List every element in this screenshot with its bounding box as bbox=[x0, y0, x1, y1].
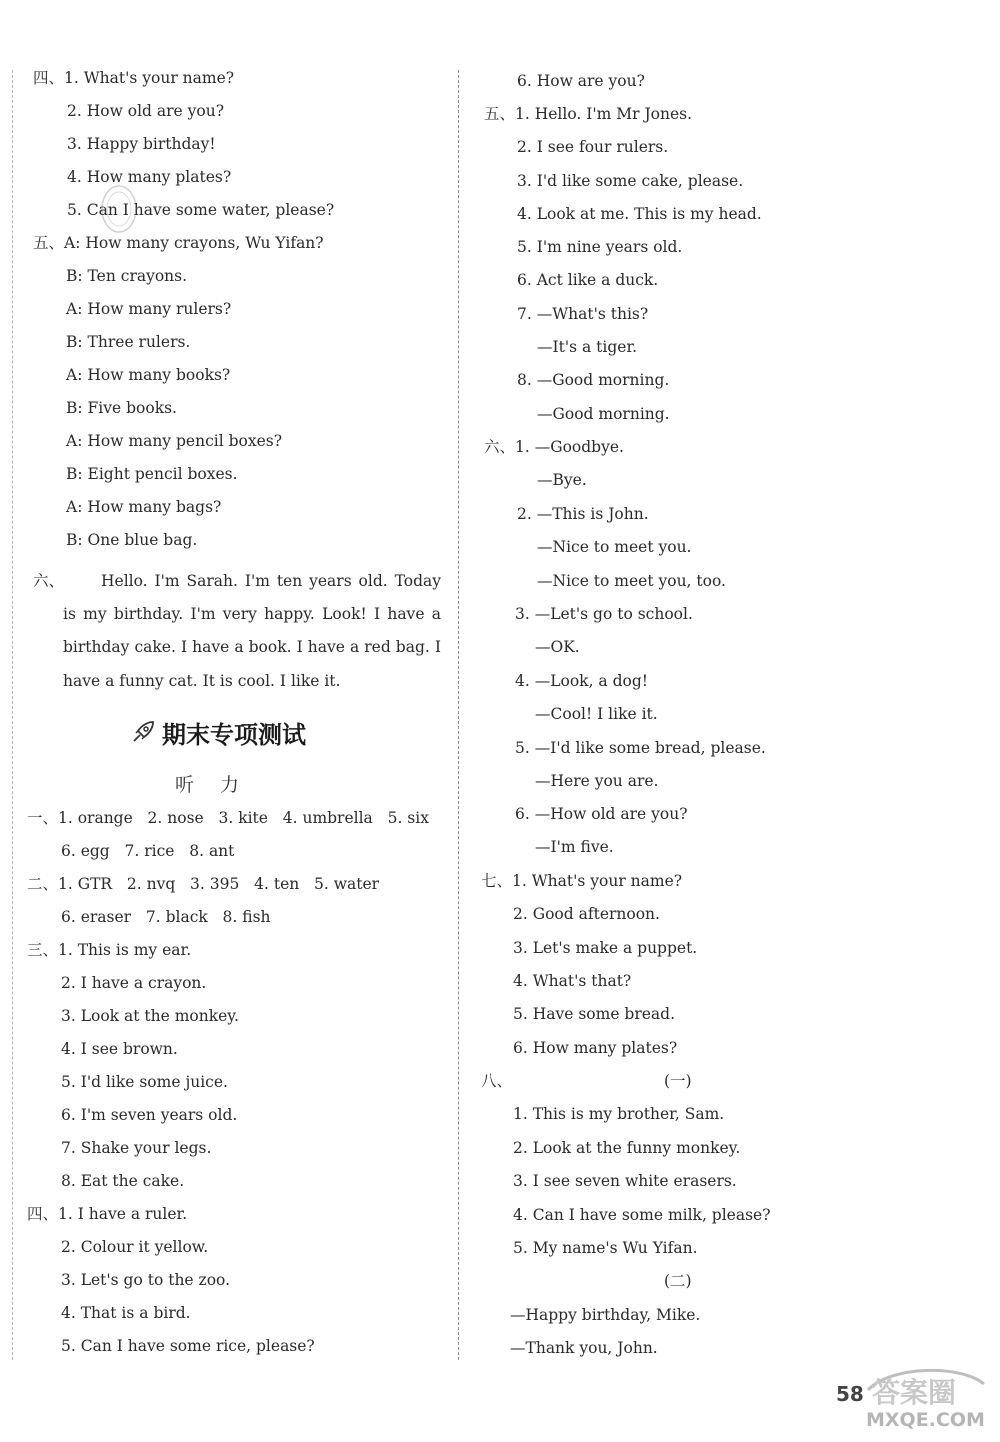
watermark-text: MXQE.COM bbox=[866, 1409, 985, 1431]
page-number: 58 bbox=[836, 1382, 864, 1406]
watermark-logo-text: 答案圈 bbox=[872, 1376, 957, 1409]
text-line: —Here you are. bbox=[535, 772, 659, 790]
text-line: 3. Look at the monkey. bbox=[61, 1007, 239, 1025]
text-line: 三、1. This is my ear. bbox=[27, 941, 192, 959]
passage-text: Hello. I'm Sarah. I'm ten years old. Today is my birthday. I'm very happy. Look! I have a birthday cake. I have a book. I have a red bag. I have a funny cat. It is cool. I like it. bbox=[63, 572, 441, 690]
text-line: B: Five books. bbox=[66, 399, 177, 417]
text-line: 4. Can I have some milk, please? bbox=[513, 1206, 771, 1224]
text-line: 五、A: How many crayons, Wu Yifan? bbox=[33, 234, 324, 252]
text-line: 1. This is my brother, Sam. bbox=[513, 1105, 725, 1123]
text-line: 7. Shake your legs. bbox=[61, 1139, 212, 1157]
left-margin-line bbox=[12, 70, 13, 1360]
text-line: 5. —I'd like some bread, please. bbox=[515, 739, 766, 757]
text-line: 4. What's that? bbox=[513, 972, 632, 990]
text-line: 3. I see seven white erasers. bbox=[513, 1172, 737, 1190]
text-line: —It's a tiger. bbox=[537, 338, 638, 356]
passage-paragraph bbox=[33, 565, 441, 698]
text-line: 6. egg 7. rice 8. ant bbox=[61, 842, 235, 860]
text-line: 5. Can I have some rice, please? bbox=[61, 1337, 315, 1355]
text-line: 6. —How old are you? bbox=[515, 805, 688, 823]
text-line: 6. Act like a duck. bbox=[517, 271, 659, 289]
column-divider bbox=[458, 70, 459, 1360]
section-number: 六、 bbox=[33, 572, 65, 590]
text-line: 3. I'd like some cake, please. bbox=[517, 172, 744, 190]
text-line: A: How many pencil boxes? bbox=[66, 432, 283, 450]
text-line: 5. I'd like some juice. bbox=[61, 1073, 228, 1091]
text-line: 4. I see brown. bbox=[61, 1040, 178, 1058]
text-line: 3. Let's make a puppet. bbox=[513, 939, 698, 957]
subsection-label: (二) bbox=[664, 1272, 692, 1290]
text-line: 7. —What's this? bbox=[517, 305, 649, 323]
text-line: 六、1. —Goodbye. bbox=[484, 438, 624, 456]
text-line: —OK. bbox=[535, 638, 580, 656]
subsection-title: 听力 bbox=[174, 774, 265, 796]
section-title bbox=[130, 714, 340, 750]
text-line: 2. Colour it yellow. bbox=[61, 1238, 209, 1256]
text-line: 2. How old are you? bbox=[67, 102, 225, 120]
text-line: 5. Have some bread. bbox=[513, 1005, 676, 1023]
text-line: 4. —Look, a dog! bbox=[515, 672, 648, 690]
text-line: 2. I see four rulers. bbox=[517, 138, 669, 156]
text-line: 四、1. I have a ruler. bbox=[27, 1205, 188, 1223]
text-line: 2. Good afternoon. bbox=[513, 905, 660, 923]
text-line: —Cool! I like it. bbox=[535, 705, 658, 723]
subsection-label: (一) bbox=[664, 1072, 692, 1090]
text-line: B: Eight pencil boxes. bbox=[66, 465, 238, 483]
text-line: 3. Happy birthday! bbox=[67, 135, 216, 153]
text-line: B: One blue bag. bbox=[66, 531, 198, 549]
text-line: A: How many bags? bbox=[66, 498, 222, 516]
rocket-icon bbox=[130, 719, 156, 745]
text-line: 2. Look at the funny monkey. bbox=[513, 1139, 741, 1157]
text-line: —Bye. bbox=[537, 471, 587, 489]
text-line: 6. eraser 7. black 8. fish bbox=[61, 908, 271, 926]
text-line: 8. Eat the cake. bbox=[61, 1172, 185, 1190]
text-line: —Happy birthday, Mike. bbox=[510, 1306, 701, 1324]
text-line: 2. I have a crayon. bbox=[61, 974, 207, 992]
text-line: 6. I'm seven years old. bbox=[61, 1106, 238, 1124]
text-line: 一、1. orange 2. nose 3. kite 4. umbrella 5. six bbox=[27, 809, 429, 827]
section-title-text: 期末专项测试 bbox=[162, 720, 306, 749]
text-line: 4. How many plates? bbox=[67, 168, 232, 186]
text-line: —Good morning. bbox=[537, 405, 670, 423]
text-line: 4. That is a bird. bbox=[61, 1304, 191, 1322]
text-line: A: How many rulers? bbox=[66, 300, 232, 318]
text-line: 6. How are you? bbox=[517, 72, 645, 90]
text-line: 五、1. Hello. I'm Mr Jones. bbox=[484, 105, 693, 123]
text-line: —Thank you, John. bbox=[510, 1339, 658, 1357]
text-line: —Nice to meet you. bbox=[537, 538, 692, 556]
text-line: 3. Let's go to the zoo. bbox=[61, 1271, 231, 1289]
text-line: 5. I'm nine years old. bbox=[517, 238, 683, 256]
text-line: —Nice to meet you, too. bbox=[537, 572, 726, 590]
text-line: 4. Look at me. This is my head. bbox=[517, 205, 762, 223]
text-line: 七、1. What's your name? bbox=[481, 872, 683, 890]
text-line: —I'm five. bbox=[535, 838, 614, 856]
text-line: B: Ten crayons. bbox=[66, 267, 188, 285]
faint-stamp-mark bbox=[100, 184, 138, 234]
text-line: 5. My name's Wu Yifan. bbox=[513, 1239, 698, 1257]
text-line: 2. —This is John. bbox=[517, 505, 649, 523]
text-line: 二、1. GTR 2. nvq 3. 395 4. ten 5. water bbox=[27, 875, 380, 893]
text-line: 6. How many plates? bbox=[513, 1039, 678, 1057]
text-line: A: How many books? bbox=[66, 366, 231, 384]
text-line: 四、1. What's your name? bbox=[33, 69, 235, 87]
text-line: 八、 bbox=[481, 1072, 513, 1090]
text-line: B: Three rulers. bbox=[66, 333, 191, 351]
text-line: 8. —Good morning. bbox=[517, 371, 670, 389]
text-line: 5. Can I have some water, please? bbox=[67, 201, 335, 219]
watermark-logo bbox=[860, 1360, 992, 1432]
text-line: 3. —Let's go to school. bbox=[515, 605, 693, 623]
